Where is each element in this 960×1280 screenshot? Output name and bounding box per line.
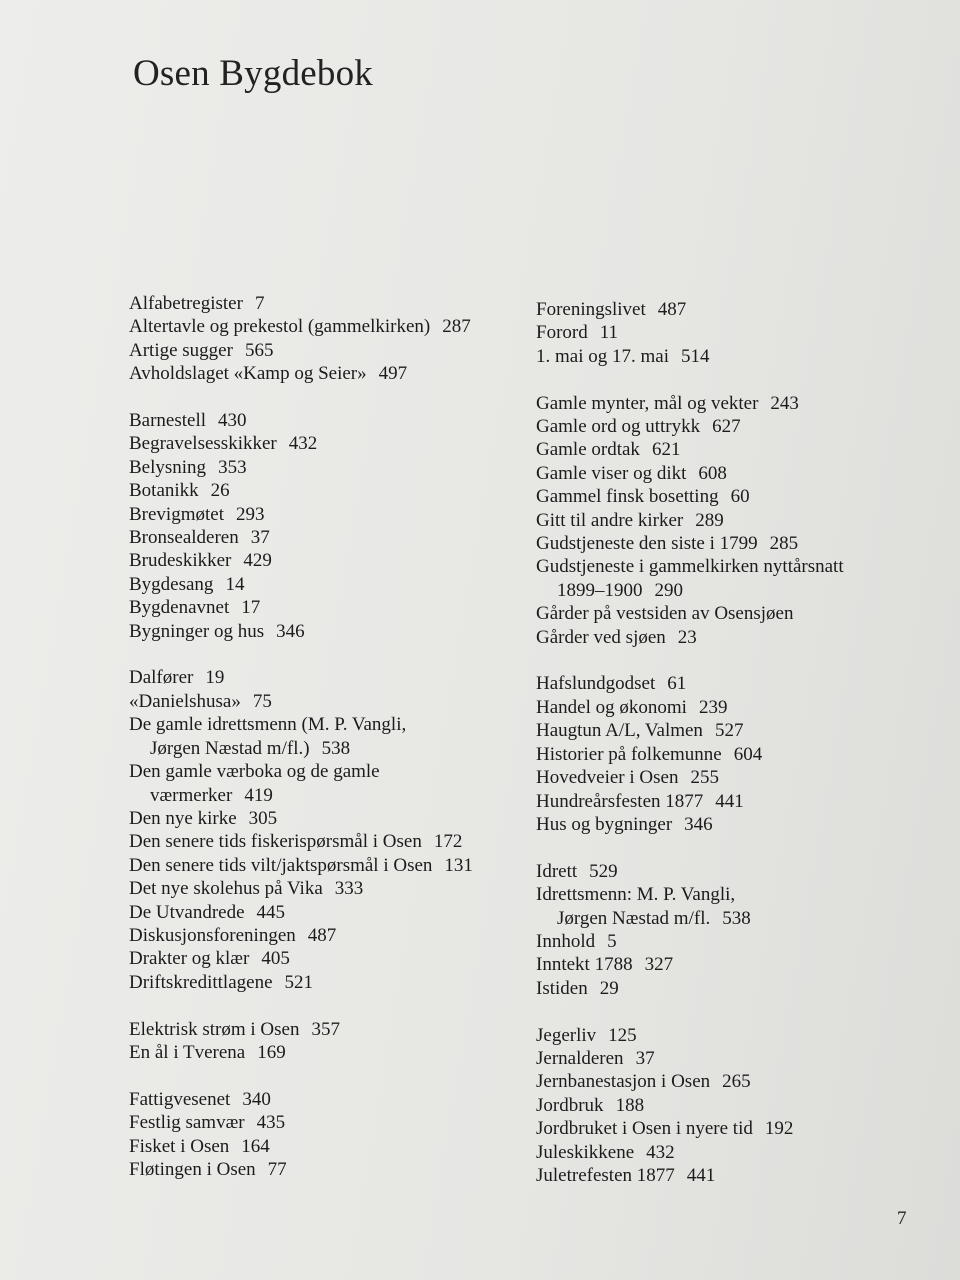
index-entry: [129, 596, 524, 619]
entry-title: Bronsealderen: [129, 527, 239, 549]
index-entry: [536, 345, 916, 368]
index-entry: [129, 456, 524, 479]
index-group: [129, 1018, 524, 1065]
entry-page-number: 353: [218, 456, 247, 478]
entry-title: Elektrisk strøm i Osen: [129, 1018, 300, 1040]
entry-page-number: 538: [321, 737, 351, 759]
entry-page-number: 172: [433, 831, 463, 853]
index-group: [129, 409, 524, 643]
entry-page-number: 26: [210, 480, 230, 502]
index-entry: [129, 1018, 524, 1041]
entry-title: Bygninger og hus: [129, 620, 265, 642]
index-group: [129, 1088, 524, 1182]
index-entry: [129, 362, 524, 385]
index-entry: [536, 321, 916, 344]
entry-title: Brudeskikker: [129, 550, 232, 572]
entry-title: Driftskredittlagene: [129, 971, 273, 993]
entry-title: Idrettsmenn: M. P. Vangli,: [536, 884, 736, 906]
index-entry: [536, 766, 916, 789]
index-entry: [536, 860, 916, 883]
index-entry: [536, 930, 916, 953]
index-entry: [129, 760, 524, 807]
entry-page-number: 7: [254, 293, 265, 314]
entry-page-number: 29: [599, 977, 619, 999]
index-group: [129, 666, 524, 994]
entry-page-number: 60: [730, 486, 750, 508]
entry-page-number: 441: [686, 1164, 716, 1186]
entry-page-number: 432: [288, 433, 318, 455]
entry-title: Historier på folkemunne: [536, 743, 722, 765]
entry-page-number: 432: [646, 1141, 675, 1163]
entry-title: Festlig samvær: [129, 1112, 245, 1134]
entry-page-number: 131: [444, 854, 473, 876]
index-entry: [129, 409, 524, 432]
index-entry: [536, 1141, 916, 1164]
index-group: [536, 1024, 916, 1188]
index-entry: [129, 713, 524, 760]
index-entry: [536, 1094, 916, 1117]
index-entry: [129, 315, 524, 338]
index-entry: [129, 549, 524, 572]
entry-title: Alfabetregister: [129, 293, 243, 314]
index-entry: [129, 854, 524, 877]
entry-page-number: 14: [225, 573, 245, 595]
entry-title: Jordbruk: [536, 1094, 604, 1116]
index-entry: [536, 626, 916, 649]
entry-title-line2: værmerker: [150, 784, 233, 806]
index-entry: [536, 415, 916, 438]
entry-title: Den senere tids vilt/jaktspørsmål i Osen: [129, 854, 433, 876]
entry-title-continued: [129, 737, 524, 760]
page-title: Osen Bygdebok: [133, 53, 373, 94]
entry-title: Bygdesang: [129, 573, 214, 595]
entry-title: Gitt til andre kirker: [536, 509, 684, 531]
entry-page-number: 608: [698, 462, 727, 484]
entry-title: Fisket i Osen: [129, 1135, 230, 1157]
entry-page-number: 627: [712, 416, 741, 438]
index-entry: [129, 690, 524, 713]
entry-page-number: 243: [770, 392, 799, 414]
entry-page-number: 17: [241, 597, 261, 619]
entry-page-number: 125: [608, 1024, 637, 1046]
entry-page-number: 255: [690, 767, 719, 789]
entry-title: Hafslundgodset: [536, 673, 656, 695]
entry-title: Handel og økonomi: [536, 696, 687, 718]
index-entry: [129, 971, 524, 994]
entry-title: Altertavle og prekestol (gammelkirken): [129, 316, 431, 338]
index-entry: [536, 298, 916, 321]
entry-page-number: 169: [257, 1041, 286, 1063]
entry-page-number: 164: [241, 1135, 270, 1157]
entry-title: Inntekt 1788: [536, 954, 633, 976]
entry-title-line2: Jørgen Næstad m/fl.): [150, 737, 310, 759]
entry-page-number: 435: [256, 1112, 286, 1134]
entry-title-line2: Jørgen Næstad m/fl.: [557, 907, 711, 929]
entry-title: Foreningslivet: [536, 299, 646, 320]
entry-page-number: 289: [695, 509, 724, 531]
index-entry: [129, 807, 524, 830]
entry-title: Gårder på vestsiden av Osensjøen: [536, 603, 794, 625]
index-entry: [129, 924, 524, 947]
entry-title: Juleskikkene: [536, 1141, 635, 1163]
index-entry: [129, 526, 524, 549]
entry-title: Gårder ved sjøen: [536, 626, 666, 648]
entry-title: Jernbanestasjon i Osen: [536, 1071, 711, 1093]
index-entry: [129, 1135, 524, 1158]
entry-title: Belysning: [129, 456, 207, 478]
entry-title: En ål i Tverena: [129, 1041, 246, 1063]
entry-title: Jernalderen: [536, 1047, 624, 1069]
index-entry: [536, 813, 916, 836]
index-entry: [129, 901, 524, 924]
entry-page-number: 445: [256, 901, 286, 923]
index-entry: [129, 1041, 524, 1064]
index-entry: [536, 438, 916, 461]
page-number: 7: [897, 1208, 907, 1229]
entry-page-number: 290: [654, 579, 683, 601]
entry-page-number: 305: [248, 807, 278, 829]
entry-page-number: 441: [715, 790, 744, 812]
entry-title: De Utvandrede: [129, 901, 245, 923]
index-entry: [536, 1047, 916, 1070]
entry-title: De gamle idrettsmenn (M. P. Vangli,: [129, 714, 407, 736]
entry-page-number: 604: [733, 743, 763, 765]
entry-title: Botanikk: [129, 480, 199, 502]
entry-page-number: 357: [311, 1018, 340, 1040]
entry-title: Bygdenavnet: [129, 597, 230, 619]
entry-title: Istiden: [536, 977, 588, 999]
index-entry: [536, 719, 916, 742]
entry-title: Den senere tids fiskerispørsmål i Osen: [129, 831, 422, 853]
entry-title: Gudstjeneste den siste i 1799: [536, 533, 758, 555]
entry-title: Idrett: [536, 860, 578, 882]
entry-page-number: 293: [235, 503, 265, 525]
entry-page-number: 61: [667, 673, 687, 695]
entry-page-number: 497: [378, 363, 408, 385]
index-entry: [129, 432, 524, 455]
entry-page-number: 429: [243, 550, 272, 572]
entry-page-number: 5: [607, 930, 617, 952]
index-group: [129, 292, 524, 386]
index-entry: [129, 573, 524, 596]
entry-page-number: 538: [722, 907, 751, 929]
entry-page-number: 419: [244, 784, 273, 806]
entry-page-number: 77: [267, 1158, 287, 1180]
entry-title: Fattigvesenet: [129, 1088, 231, 1110]
index-entry: [536, 696, 916, 719]
entry-title: Gamle mynter, mål og vekter: [536, 392, 759, 414]
index-entry: [129, 1158, 524, 1181]
entry-title: Brevigmøtet: [129, 503, 224, 525]
entry-page-number: 265: [722, 1071, 751, 1093]
index-group: [536, 860, 916, 1000]
index-entry: [536, 1024, 916, 1047]
index-entry: [536, 743, 916, 766]
entry-page-number: 529: [589, 860, 618, 882]
index-entry: [129, 1111, 524, 1134]
entry-title: Artige sugger: [129, 339, 233, 361]
index-entry: [536, 790, 916, 813]
entry-title: Den gamle værboka og de gamle: [129, 761, 380, 783]
index-entry: [536, 509, 916, 532]
entry-title: Hundreårsfesten 1877: [536, 790, 704, 812]
index-entry: [536, 602, 916, 625]
entry-title: Haugtun A/L, Valmen: [536, 720, 703, 742]
index-entry: [536, 392, 916, 415]
entry-page-number: 19: [205, 667, 225, 689]
index-entry: [536, 672, 916, 695]
index-entry: [129, 339, 524, 362]
entry-title: Gamle ord og uttrykk: [536, 416, 701, 438]
entry-title-continued: [129, 784, 524, 807]
entry-title: Jordbruket i Osen i nyere tid: [536, 1118, 753, 1140]
index-group: [536, 392, 916, 649]
entry-page-number: 521: [284, 971, 314, 993]
entry-title: Hus og bygninger: [536, 813, 673, 835]
entry-page-number: 75: [252, 690, 272, 712]
entry-page-number: 333: [334, 878, 364, 900]
entry-title: Avholdslaget «Kamp og Seier»: [129, 363, 367, 385]
entry-title: Gammel finsk bosetting: [536, 486, 719, 508]
index-entry: [129, 877, 524, 900]
entry-page-number: 621: [651, 439, 681, 461]
entry-page-number: 487: [307, 924, 337, 946]
index-entry: [536, 977, 916, 1000]
entry-page-number: 23: [677, 626, 697, 648]
index-entry: [536, 555, 916, 602]
entry-page-number: 37: [635, 1047, 655, 1069]
entry-page-number: 430: [218, 410, 247, 432]
entry-page-number: 527: [714, 720, 744, 742]
entry-page-number: 188: [615, 1094, 645, 1116]
index-entry: [129, 292, 524, 315]
entry-page-number: 346: [276, 620, 305, 642]
index-entry: [536, 883, 916, 930]
index-entry: [536, 953, 916, 976]
index-entry: [129, 947, 524, 970]
entry-page-number: 239: [698, 696, 728, 718]
entry-page-number: 346: [684, 813, 713, 835]
entry-title: Innhold: [536, 930, 596, 952]
entry-page-number: 192: [764, 1118, 794, 1140]
index-entry: [536, 1070, 916, 1093]
entry-title: 1. mai og 17. mai: [536, 345, 669, 367]
index-entry: [536, 532, 916, 555]
index-group: [536, 298, 916, 368]
index-entry: [129, 620, 524, 643]
entry-title: Den nye kirke: [129, 807, 237, 829]
entry-page-number: 514: [680, 345, 710, 367]
entry-page-number: 565: [244, 339, 274, 361]
index-entry: [129, 503, 524, 526]
index-entry: [536, 462, 916, 485]
entry-title-continued: [536, 907, 916, 930]
index-column-right: [536, 298, 916, 1211]
entry-title: Dalfører: [129, 667, 194, 689]
entry-title: Hovedveier i Osen: [536, 767, 679, 789]
index-column-left: [129, 292, 524, 1205]
index-entry: [129, 830, 524, 853]
entry-page-number: 285: [769, 533, 799, 555]
entry-title: Drakter og klær: [129, 948, 250, 970]
index-entry: [129, 1088, 524, 1111]
entry-page-number: 11: [599, 322, 619, 344]
entry-page-number: 405: [261, 948, 290, 970]
entry-title: Juletrefesten 1877: [536, 1164, 675, 1186]
entry-page-number: 487: [657, 299, 687, 320]
entry-title: Jegerliv: [536, 1024, 597, 1046]
entry-title: Diskusjonsforeningen: [129, 924, 296, 946]
index-entry: [536, 1164, 916, 1187]
index-group: [536, 672, 916, 836]
index-entry: [129, 479, 524, 502]
entry-title: Barnestell: [129, 410, 207, 432]
entry-title-line2: 1899–1900: [557, 579, 643, 601]
entry-title: Forord: [536, 322, 588, 344]
entry-page-number: 37: [250, 527, 270, 549]
index-entry: [536, 1117, 916, 1140]
entry-title: Det nye skolehus på Vika: [129, 878, 323, 900]
entry-title: Fløtingen i Osen: [129, 1158, 256, 1180]
entry-title-continued: [536, 579, 916, 602]
entry-page-number: 287: [442, 316, 471, 338]
entry-page-number: 340: [242, 1088, 271, 1110]
entry-title: Gamle ordtak: [536, 439, 640, 461]
entry-title: Gudstjeneste i gammelkirken nyttårsnatt: [536, 556, 844, 578]
entry-title: Begravelsesskikker: [129, 433, 277, 455]
entry-title: «Danielshusa»: [129, 690, 241, 712]
entry-title: Gamle viser og dikt: [536, 462, 687, 484]
entry-page-number: 327: [644, 954, 674, 976]
index-entry: [536, 485, 916, 508]
index-entry: [129, 666, 524, 689]
